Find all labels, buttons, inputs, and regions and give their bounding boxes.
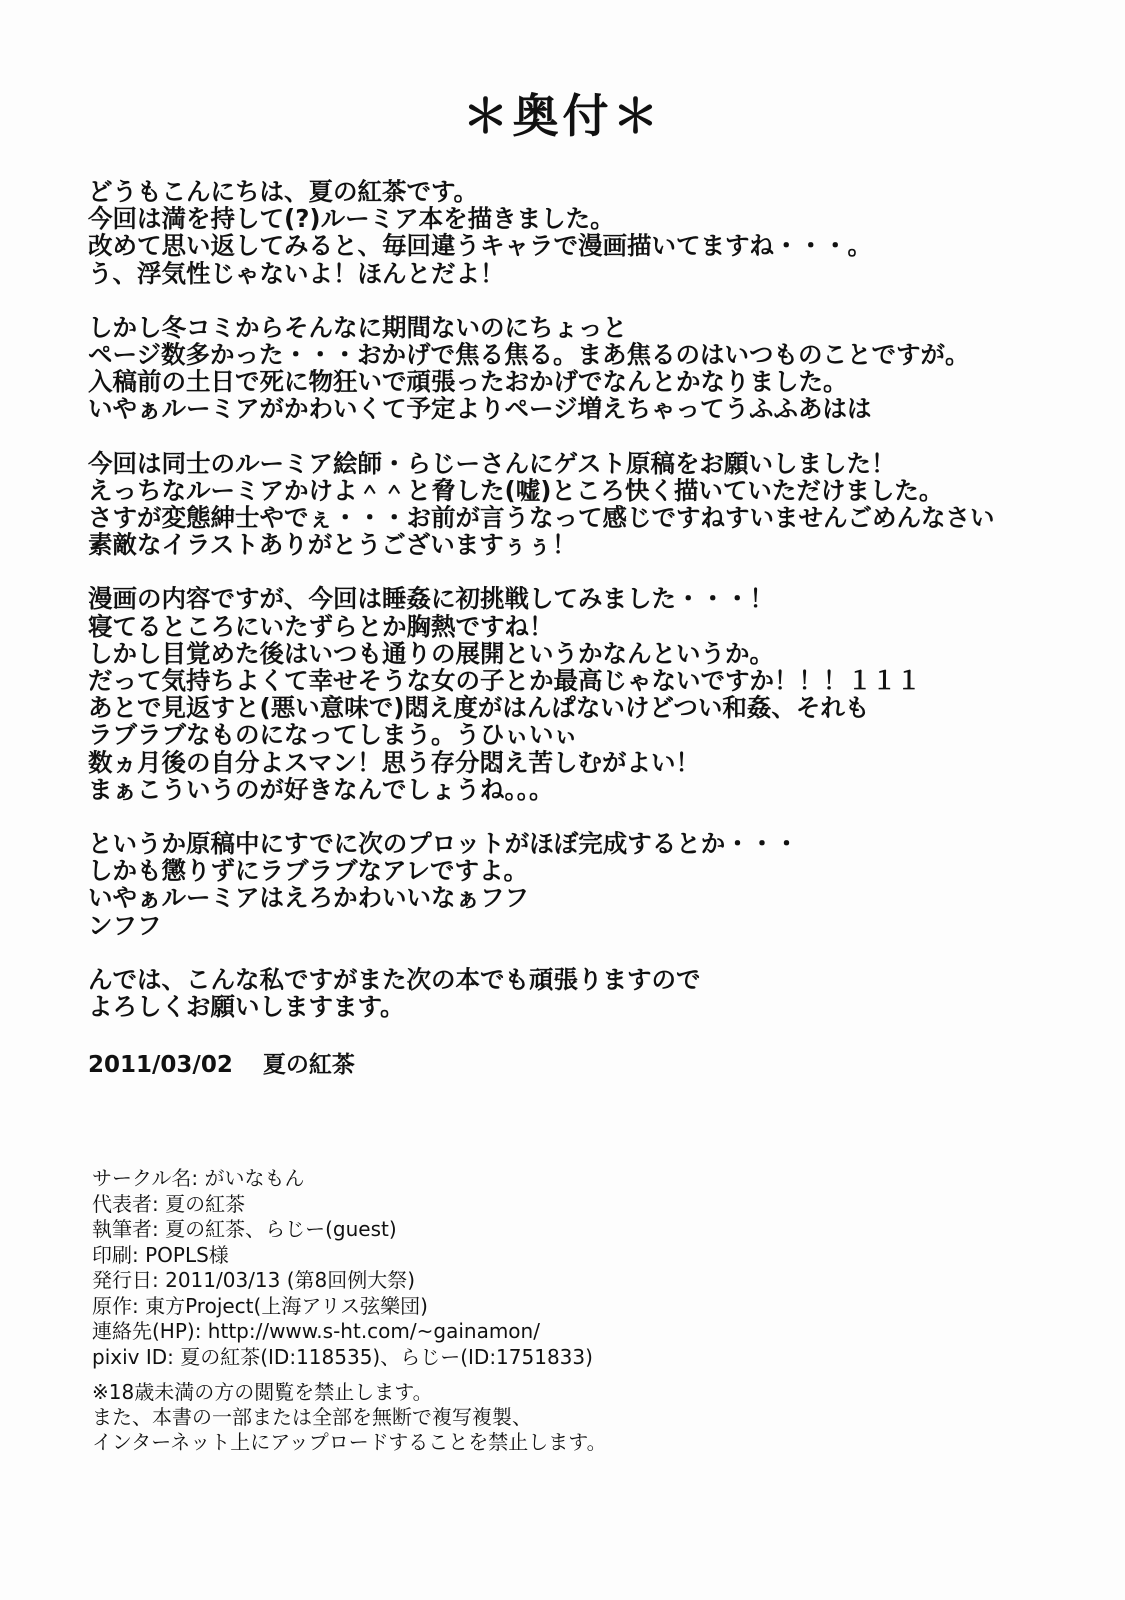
paragraph: [88, 450, 1048, 559]
text-line: あとで見返すと(悪い意味で)悶え度がはんぱないけどつい和姦、それも: [88, 693, 870, 723]
colophon-printer: 印刷: POPLS様: [92, 1242, 229, 1267]
text-line: う、浮気性じゃないよ！ほんとだよ！: [88, 258, 505, 288]
afterword-body: [88, 178, 1048, 1047]
text-line: 今回は同士のルーミア絵師・らじーさんにゲスト原稿をお願いしました！: [88, 448, 896, 478]
colophon-pixiv: pixiv ID: 夏の紅茶(ID:118535)、らじー(ID:1751833): [92, 1344, 593, 1369]
text-line: しかし冬コミからそんなに期間ないのにちょっと: [88, 312, 627, 342]
notice-line: また、本書の一部または全部を無断で複写複製、: [92, 1405, 532, 1429]
notice-line: インターネット上にアップロードすることを禁止します。: [92, 1430, 607, 1454]
text-line: 今回は満を持して(?)ルーミア本を描きました。: [88, 204, 615, 234]
colophon-representative: 代表者: 夏の紅茶: [92, 1191, 246, 1216]
text-line: ンフフ: [88, 910, 162, 940]
text-line: いやぁルーミアはえろかわいいなぁフフ: [88, 883, 529, 913]
page-title: ＊奥付＊: [462, 89, 663, 143]
paragraph: [88, 585, 1048, 803]
colophon-publish-date: 発行日: 2011/03/13 (第8回例大祭): [92, 1268, 416, 1292]
colophon-writers: 執筆者: 夏の紅茶、らじー(guest): [92, 1217, 397, 1241]
colophon-info: [92, 1166, 593, 1370]
text-line: ページ数多かった・・・おかげで焦る焦る。まあ焦るのはいつものことですが。: [88, 340, 970, 370]
paragraph: [88, 178, 1048, 287]
legal-notice: [92, 1380, 607, 1455]
text-line: まぁこういうのが好きなんでしょうね。。。: [88, 774, 554, 804]
signature: [88, 1046, 355, 1079]
paragraph: [88, 966, 1048, 1020]
text-line: よろしくお願いしますます。: [88, 992, 405, 1022]
text-line: えっちなルーミアかけよ＾＾と脅した(嘘)ところ快く描いていただけました。: [88, 475, 944, 505]
text-line: 漫画の内容ですが、今回は睡姦に初挑戦してみました・・・！: [88, 584, 774, 614]
text-line: さすが変態紳士やでぇ・・・お前が言うなって感じですねすいませんごめんなさい: [88, 503, 995, 533]
text-line: 改めて思い返してみると、毎回違うキャラで漫画描いてますね・・・。: [88, 231, 872, 261]
text-line: 数ヵ月後の自分よスマン！思う存分悶え苦しむがよい！: [88, 747, 701, 777]
text-line: しかも懲りずにラブラブなアレですよ。: [88, 856, 529, 886]
colophon-original-work: 原作: 東方Project(上海アリス弦樂団): [92, 1293, 428, 1318]
text-line: ラブラブなものになってしまう。うひぃいぃ: [88, 720, 578, 750]
paragraph: [88, 314, 1048, 423]
text-line: だって気持ちよくて幸せそうな女の子とか最高じゃないですか！！！１１１: [88, 666, 921, 696]
colophon-contact: 連絡先(HP): http://www.s-ht.com/~gainamon/: [92, 1319, 540, 1343]
text-line: というか原稿中にすでに次のプロットがほぼ完成するとか・・・: [88, 829, 799, 859]
colophon-circle-name: サークル名: がいなもん: [92, 1166, 305, 1190]
text-line: いやぁルーミアがかわいくて予定よりページ増えちゃってうふふあはは: [88, 394, 872, 424]
text-line: どうもこんにちは、夏の紅茶です。: [88, 177, 479, 206]
text-line: 寝てるところにいたずらとか胸熱ですね！: [88, 611, 554, 641]
text-line: 素敵なイラストありがとうございますぅぅ！: [88, 530, 577, 560]
signature-author: 夏の紅茶: [262, 1052, 355, 1078]
notice-line: ※18歳未満の方の閲覧を禁止します。: [92, 1380, 433, 1404]
text-line: んでは、こんな私ですがまた次の本でも頑張りますので: [88, 964, 701, 994]
signature-date: 2011/03/02: [88, 1052, 233, 1078]
text-line: 入稿前の土日で死に物狂いで頑張ったおかげでなんとかなりました。: [88, 367, 848, 397]
paragraph: [88, 830, 1048, 939]
text-line: しかし目覚めた後はいつも通りの展開というかなんというか。: [88, 638, 774, 668]
